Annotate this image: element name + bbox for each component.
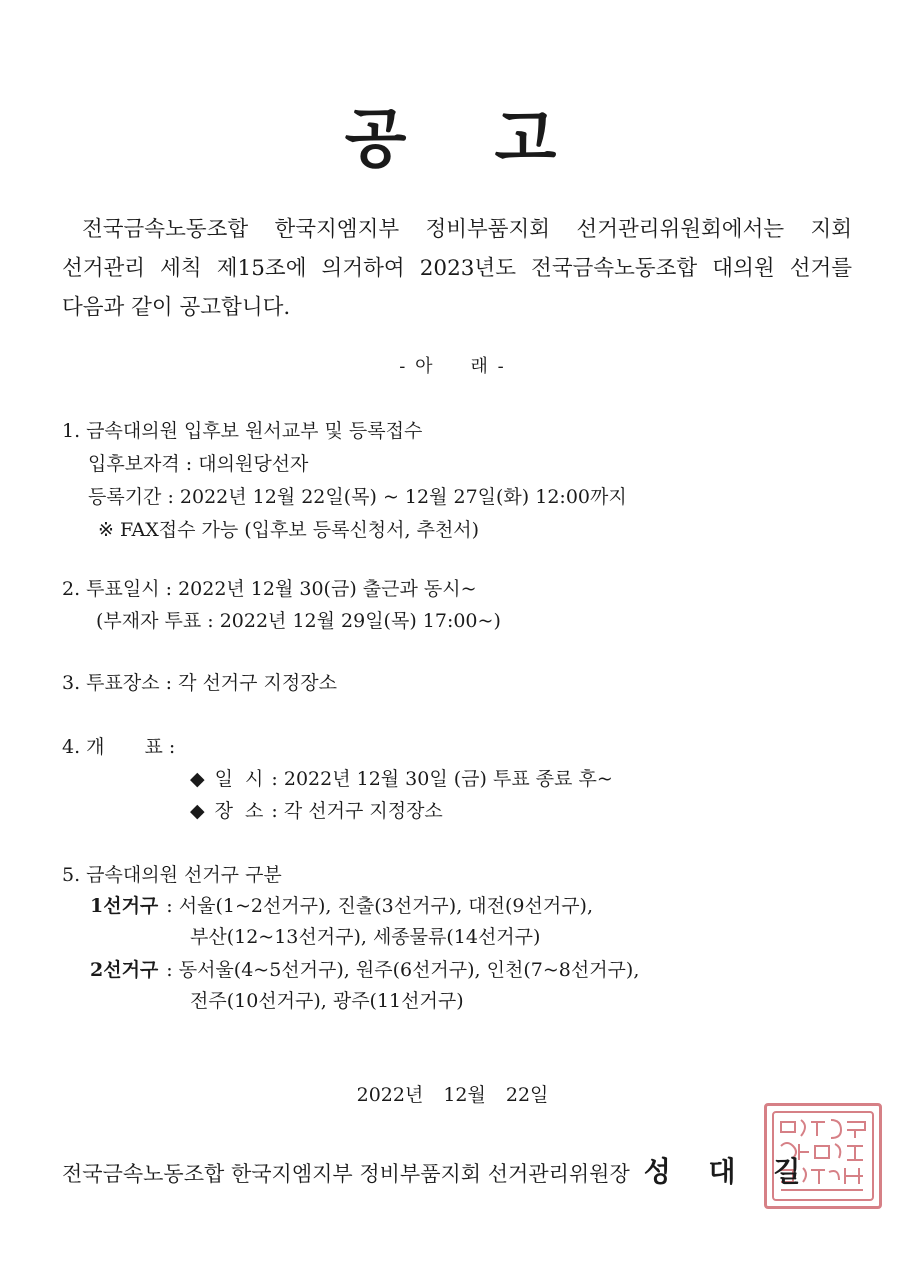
section-1-period: 등록기간 : 2022년 12월 22일(목) ~ 12월 27일(화) 12:00까지 [88,486,627,508]
date-month: 12월 [443,1084,486,1106]
date-day: 22일 [505,1084,549,1106]
section-1-note: ※ FAX접수 가능 (입후보 등록신청서, 추천서) [98,519,480,541]
district-2-line-2: 전주(10선거구), 광주(11선거구) [190,990,464,1012]
section-4-item-2 [190,796,443,823]
divider-right: 래 - [470,356,506,377]
date-year: 2022년 [356,1084,424,1106]
section-5-heading: 5. 금속대의원 선거구 구분 [62,864,282,886]
section-1-eligibility: 입후보자격 : 대의원당선자 [88,453,309,475]
diamond-bullet-icon: ◆ [190,800,205,822]
document-title [0,88,905,180]
district-1-regions-1: : 서울(1~2선거구), 진출(3선거구), 대전(9선거구), [166,895,593,917]
section-3-heading: 3. 투표장소 : 각 선거구 지정장소 [62,672,337,694]
section-4-item-2-value: : 각 선거구 지정장소 [271,800,443,822]
section-4-item-2-label: 장 소 [214,800,264,822]
signature-name: 성 대 길 [643,1155,815,1188]
intro-paragraph [62,210,852,327]
section-4-heading-tail: 표 : [144,736,176,758]
district-1-line-2: 부산(12~13선거구), 세종물류(14선거구) [190,926,541,948]
title-char-1: 공 [344,102,411,177]
district-2-label: 2선거구 [90,959,159,981]
district-2-regions-1: : 동서울(4~5선거구), 원주(6선거구), 인천(7~8선거구), [166,959,640,981]
intro-text: 전국금속노동조합 한국지엠지부 정비부품지회 선거관리위원회에서는 지회 선거관리 세칙 제15조에 의거하여 2023년도 전국금속노동조합 대의원 선거를 다음과 같이 공고합니다. [62,217,852,320]
section-2-heading: 2. 투표일시 : 2022년 12월 30(금) 출근과 동시~ [62,578,477,600]
divider-left: - 아 [399,356,435,377]
signature-organization: 전국금속노동조합 한국지엠지부 정비부품지회 선거관리위원장 [62,1162,630,1186]
district-1-label: 1선거구 [90,895,159,917]
section-4-heading [62,732,175,759]
district-2-line-1 [90,955,639,982]
section-2-absentee: (부재자 투표 : 2022년 12월 29일(목) 17:00~) [96,610,501,632]
section-4-item-1-label: 일 시 [214,768,264,790]
section-4-heading-start: 4. 개 [62,736,105,758]
section-1-heading: 1. 금속대의원 입후보 원서교부 및 등록접수 [62,420,423,442]
district-1-line-1 [90,891,593,918]
section-divider-note [0,352,905,378]
title-char-2: 고 [494,102,561,177]
signature-line [62,1150,814,1190]
section-4-item-1 [190,764,613,791]
section-4-item-1-value: : 2022년 12월 30일 (금) 투표 종료 후~ [271,768,613,790]
diamond-bullet-icon: ◆ [190,768,205,790]
